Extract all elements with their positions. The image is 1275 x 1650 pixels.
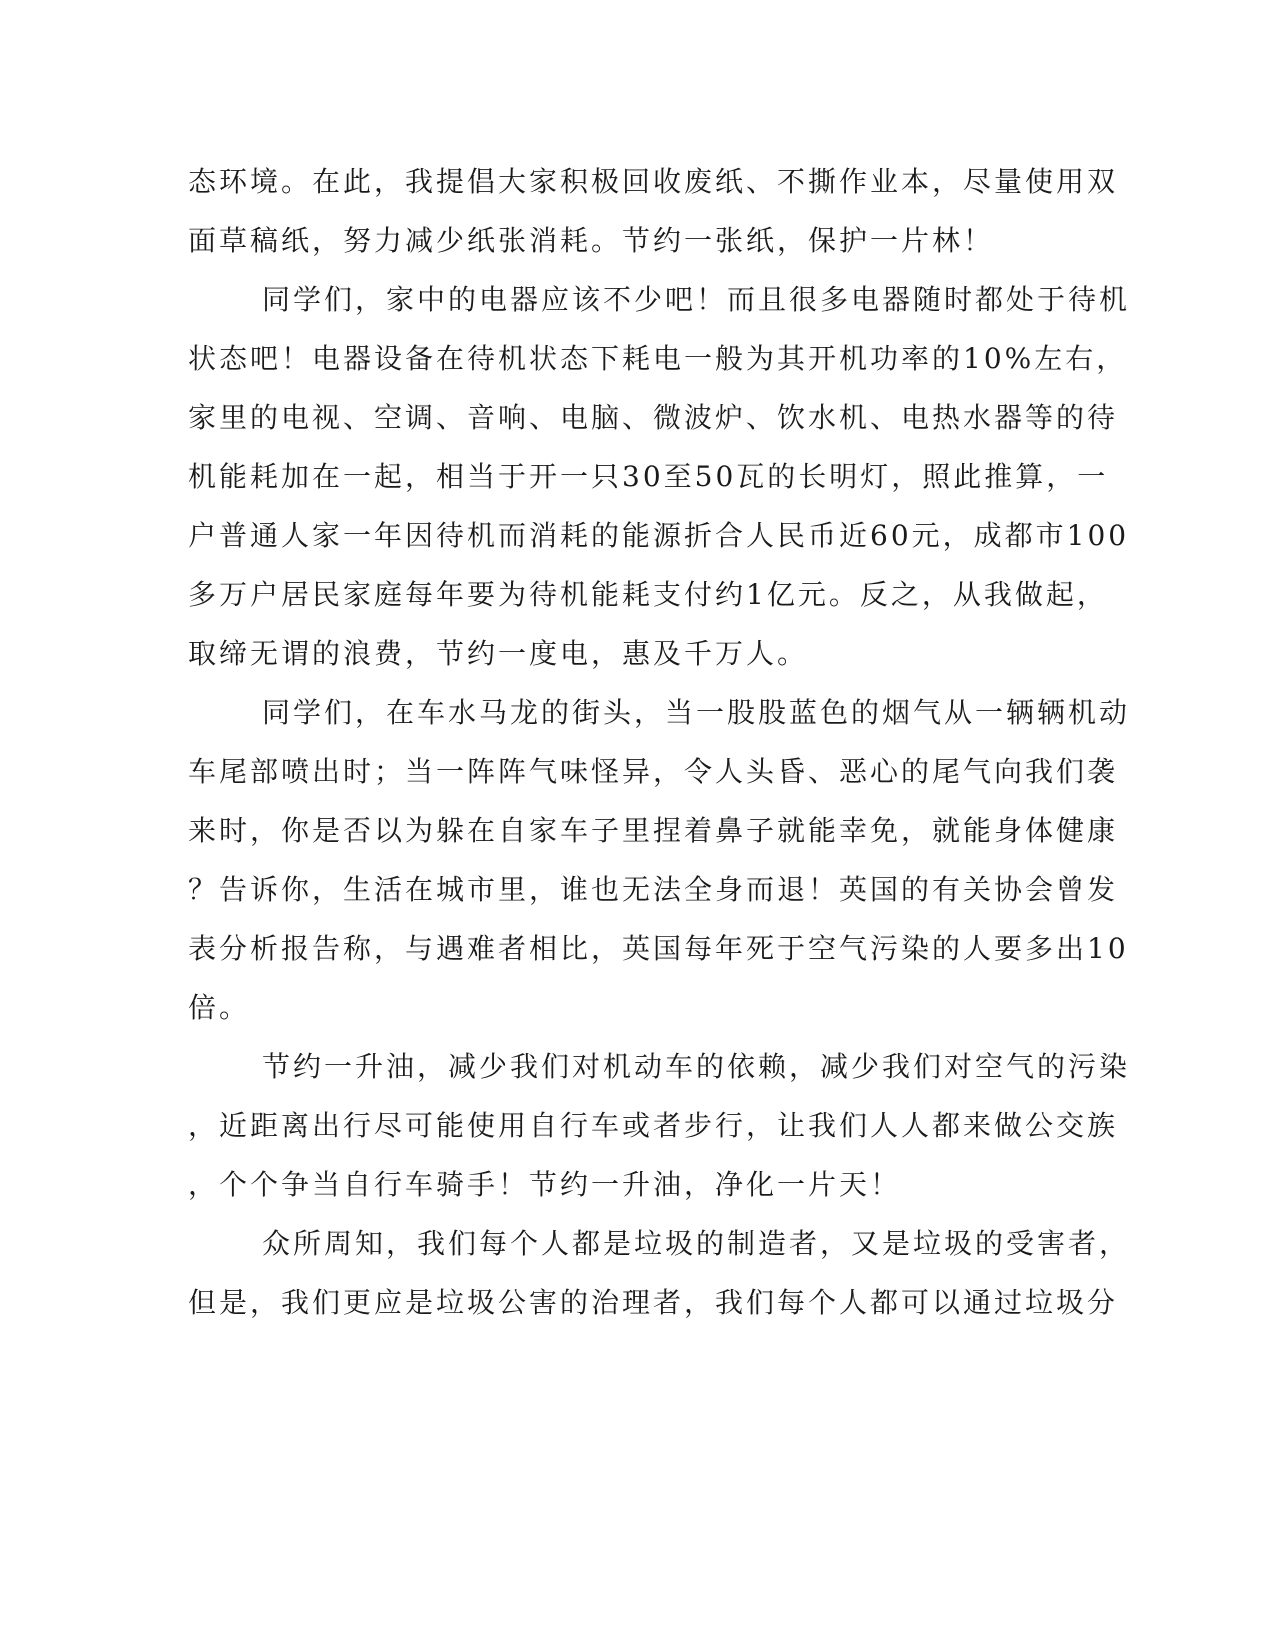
text-line: 倍。 (188, 991, 251, 1024)
paragraph-start-line: 同学们，在车水马龙的街头，当一股股蓝色的烟气从一辆辆机动 (262, 696, 1131, 729)
text-line: 面草稿纸，努力减少纸张消耗。节约一张纸，保护一片林！ (188, 224, 995, 257)
text-line: 户普通人家一年因待机而消耗的能源折合人民币近60元，成都市100 (188, 519, 1130, 552)
text-line: 取缔无谓的浪费，节约一度电，惠及千万人。 (188, 637, 809, 670)
paragraph-start-line: 节约一升油，减少我们对机动车的依赖，减少我们对空气的污染 (262, 1050, 1131, 1083)
text-line: ，近距离出行尽可能使用自行车或者步行，让我们人人都来做公交族 (188, 1109, 1119, 1142)
text-line: 表分析报告称，与遇难者相比，英国每年死于空气污染的人要多出10 (188, 932, 1129, 965)
paragraph-start-line: 同学们，家中的电器应该不少吧！而且很多电器随时都处于待机 (262, 283, 1131, 316)
paragraph-start-line: 众所周知，我们每个人都是垃圾的制造者，又是垃圾的受害者， (262, 1227, 1131, 1260)
text-line: 但是，我们更应是垃圾公害的治理者，我们每个人都可以通过垃圾分 (188, 1286, 1119, 1319)
text-line: ？告诉你，生活在城市里，谁也无法全身而退！英国的有关协会曾发 (188, 873, 1119, 906)
text-line: 多万户居民家庭每年要为待机能耗支付约1亿元。反之，从我做起， (188, 578, 1108, 611)
text-line: 态环境。在此，我提倡大家积极回收废纸、不撕作业本，尽量使用双 (188, 165, 1119, 198)
text-line: 家里的电视、空调、音响、电脑、微波炉、饮水机、电热水器等的待 (188, 401, 1119, 434)
text-line: 来时，你是否以为躲在自家车子里捏着鼻子就能幸免，就能身体健康 (188, 814, 1119, 847)
text-line: 状态吧！电器设备在待机状态下耗电一般为其开机功率的10%左右， (188, 342, 1128, 375)
text-line: ，个个争当自行车骑手！节约一升油，净化一片天！ (188, 1168, 902, 1201)
text-line: 车尾部喷出时；当一阵阵气味怪异，令人头昏、恶心的尾气向我们袭 (188, 755, 1119, 788)
text-line: 机能耗加在一起，相当于开一只30至50瓦的长明灯，照此推算，一 (188, 460, 1109, 493)
